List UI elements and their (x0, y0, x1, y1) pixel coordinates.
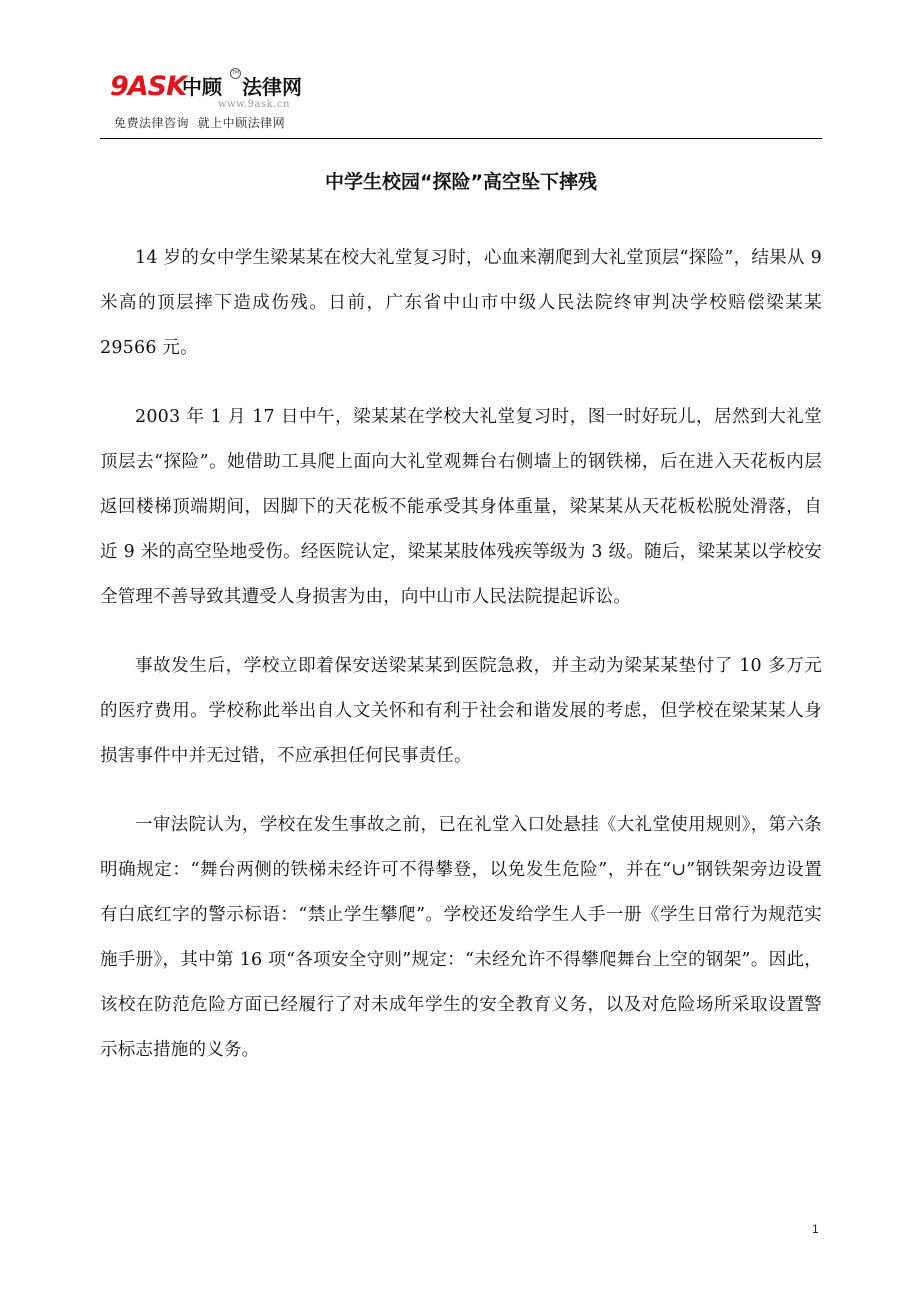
logo-slogan: 免费法律咨询 就上中顾法律网 (114, 116, 286, 130)
logo-name-zhonggu: 中顾 (182, 75, 222, 99)
paragraph-4: 一审法院认为，学校在发生事故之前，已在礼堂入口处悬挂《大礼堂使用规则》，第六条明确规定：“舞台两侧的铁梯未经许可不得攀登，以免发生危险”，并在“∪”钢铁架旁边设置有白底红字的警示标语：“禁止学生攀爬”。学校还发给学生人手一册《学生日常行为规范实施手册》，其中第 16 项“各项安全守则”规定：“未经允许不得攀爬舞台上空的钢架”。因此，该校在防范危险方面已经履行了对未成年学生的安全教育义务，以及对危险场所采取设置警示标志措施的义务。 (100, 815, 822, 1060)
paragraph-1: 14 岁的女中学生梁某某在校大礼堂复习时，心血来潮爬到大礼堂顶层“探险”，结果从 9 米高的顶层摔下造成伤残。日前，广东省中山市中级人民法院终审判决学校赔偿梁某某 29566 元。 (100, 248, 822, 358)
page-number: 1 (812, 1222, 819, 1236)
document-body (100, 236, 822, 1097)
paragraph-3: 事故发生后，学校立即着保安送梁某某到医院急救，并主动为梁某某垫付了 10 多万元的医疗费用。学校称此举出自人文关怀和有利于社会和谐发展的考虑，但学校在梁某某人身损害事件中并无过错，不应承担任何民事责任。 (100, 656, 822, 766)
logo-name-falvwang: 法律网 (242, 75, 302, 99)
site-logo (110, 68, 350, 118)
trademark-icon: TM (230, 68, 241, 79)
logo-mark-9ask: 9ASK (110, 71, 187, 102)
header-divider (100, 138, 822, 139)
document-title: 中学生校园“探险”高空坠下摔残 (325, 171, 597, 193)
paragraph-2: 2003 年 1 月 17 日中午，梁某某在学校大礼堂复习时，图一时好玩儿，居然到大礼堂顶层去“探险”。她借助工具爬上面向大礼堂观舞台右侧墙上的钢铁梯，后在进入天花板内层返回楼梯顶端期间，因脚下的天花板不能承受其身体重量，梁某某从天花板松脱处滑落，自近 9 米的高空坠地受伤。经医院认定，梁某某肢体残疾等级为 3 级。随后，梁某某以学校安全管理不善导致其遭受人身损害为由，向中山市人民法院提起诉讼。 (100, 407, 822, 607)
logo-url: www.9ask.cn (218, 99, 290, 110)
document-header (100, 62, 822, 140)
